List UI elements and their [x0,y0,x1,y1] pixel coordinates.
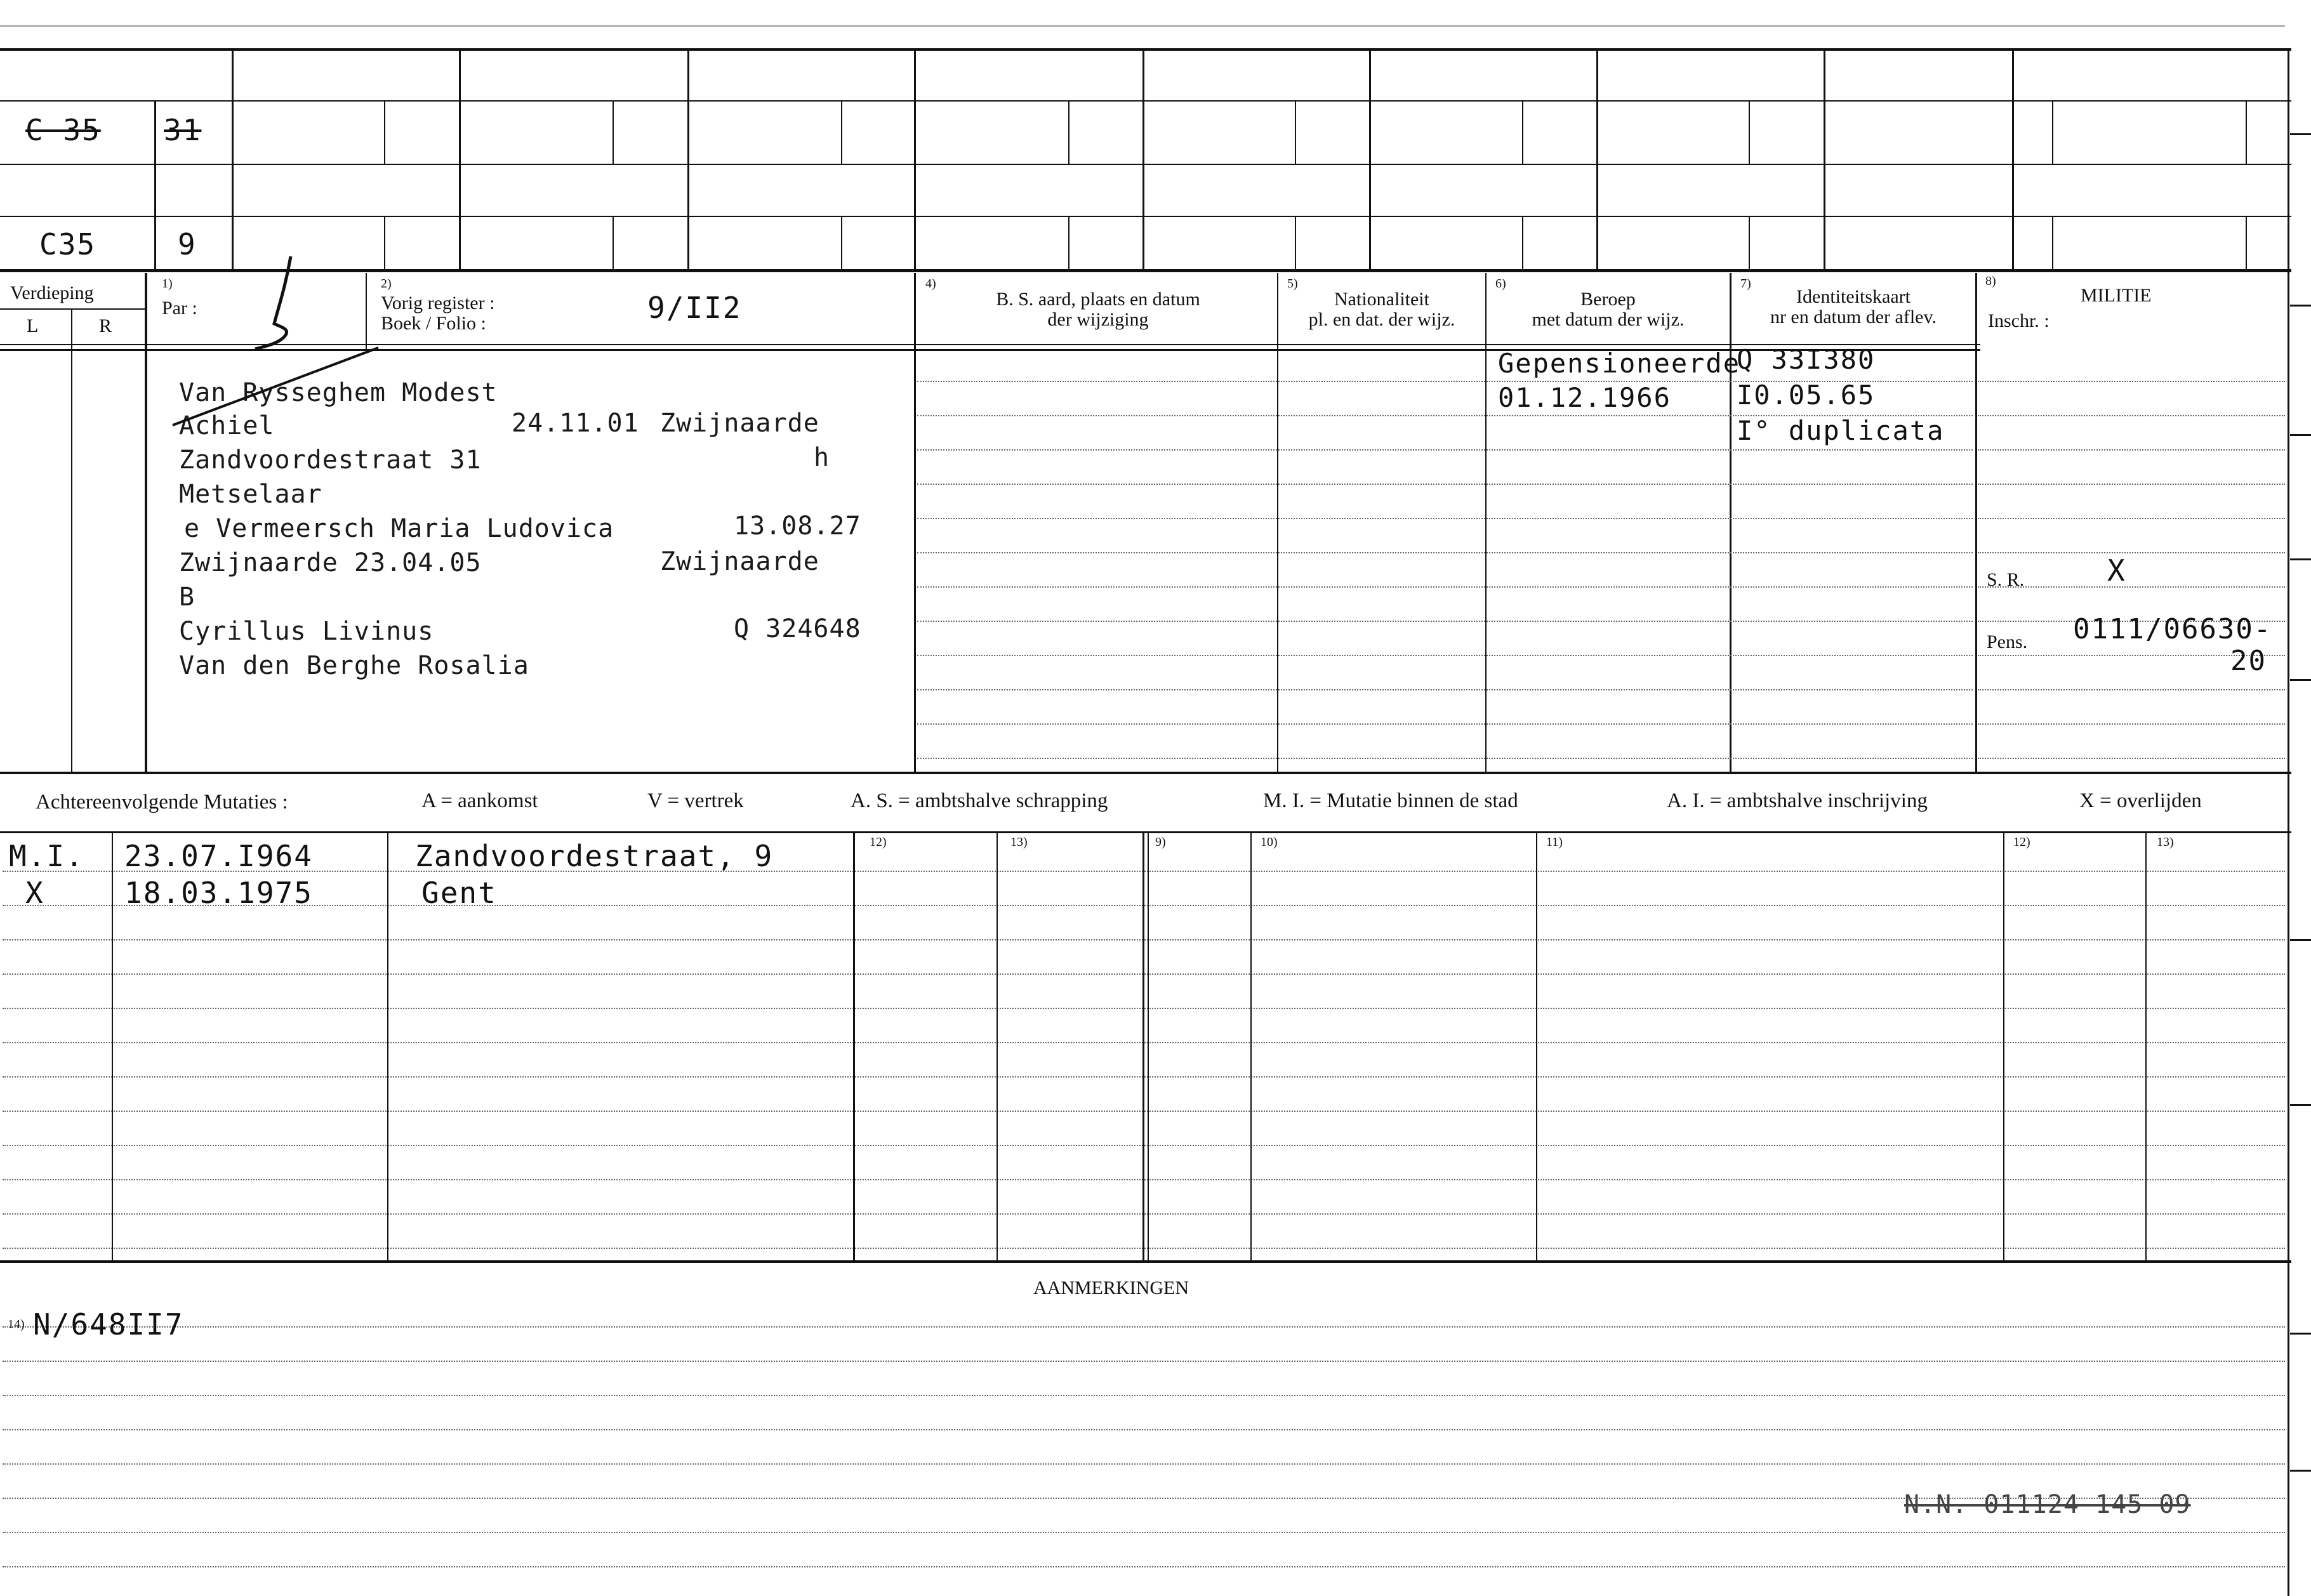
pens-value: 0111/06630- [2073,613,2272,645]
spouse-date: 13.08.27 [734,511,861,541]
ruling-line [917,655,1973,656]
pens-value-suffix: 20 [2230,645,2267,677]
identiteitskaart-label: Identiteitskaart nr en datum der aflev. [1770,286,1937,327]
id-card-number: Q 33I380 [1737,344,1876,375]
ruling-line [917,484,1973,485]
parent-father: Cyrillus Livinus [179,617,434,646]
old-number: 31 [164,113,202,147]
sr-value: X [2107,553,2126,588]
person-occupation: Metselaar [179,480,322,509]
sr-label: S. R. [1987,569,2025,590]
beroep-label: Beroep met datum der wijz. [1532,289,1685,330]
mutatie-2-address: Gent [421,876,497,910]
col-13-right: 13) [2157,835,2174,849]
pens-label: Pens. [1987,631,2028,652]
person-line-2: Achiel [179,411,275,440]
l-label: L [27,315,39,336]
bs-number: 4) [925,277,936,291]
ruling-line [917,552,1973,553]
ruling-line [3,1361,2285,1362]
strike-mark [169,330,397,432]
ruling-line [1978,415,2285,416]
footer-code: N.N. 011124 145 09 [1904,1490,2191,1519]
legend-mutatie-binnen-stad: M. I. = Mutatie binnen de stad [1263,789,1518,812]
id-card-note: I° duplicata [1737,415,1945,446]
ruling-line [917,758,1973,759]
mutatie-1-address: Zandvoordestraat, 9 [415,839,774,873]
mutatie-2-date: 18.03.1975 [124,876,313,910]
ruling-line [1978,381,2285,382]
ruling-line [1978,758,2285,759]
spouse-line: e Vermeersch Maria Ludovica [184,514,614,543]
ruling-line [917,689,1973,690]
ruling-line [917,449,1973,451]
aanmerkingen-value: N/648II7 [33,1307,184,1342]
ruling-line [3,1566,2285,1567]
par-number: 1) [162,277,173,291]
beroep-number: 6) [1495,277,1506,291]
vorig-register-value: 9/II2 [647,291,742,325]
ruling-line [3,1326,2285,1328]
mutaties-legend-title: Achtereenvolgende Mutaties : [36,791,288,814]
current-number: 9 [178,227,197,261]
nationaliteit-label: Nationaliteit pl. en dat. der wijz. [1308,289,1455,330]
ruling-line [1978,723,2285,725]
ruling-line [917,518,1973,519]
id-card-date: I0.05.65 [1737,379,1876,411]
legend-vertrek: V = vertrek [647,789,744,812]
mutatie-1-date: 23.07.I964 [124,839,313,873]
record-code: Q 324648 [734,614,861,643]
bs-label: B. S. aard, plaats en datum der wijziging [996,289,1200,330]
current-code: C35 [39,227,96,261]
marker-b: B [179,583,195,612]
marker-h: h [814,443,830,472]
boek-folio-label: Boek / Folio : [381,313,486,334]
col-12-left: 12) [870,835,887,849]
r-label: R [99,315,112,336]
spouse-birth: Zwijnaarde 23.04.05 [179,548,482,577]
aanmerkingen-title: AANMERKINGEN [1033,1277,1189,1298]
beroep-value: Gepensioneerde [1498,348,1741,379]
ruling-line [3,1532,2285,1533]
verdieping-label: Verdieping [10,282,94,303]
militie-number: 8) [1985,274,1996,288]
parent-mother: Van den Berghe Rosalia [179,651,529,680]
militie-label: MILITIE [2081,285,2152,306]
mutatie-2-type: X [25,876,44,910]
ruling-line [1978,689,2285,690]
mutatie-1-type: M.I. [9,839,84,873]
ruling-line [3,1463,2285,1465]
ruling-line [1978,518,2285,519]
nat-number: 5) [1287,277,1298,291]
ruling-line [1978,449,2285,451]
col-13-left: 13) [1010,835,1028,849]
col-12-right: 12) [2013,835,2030,849]
ruling-line [917,621,1973,622]
beroep-date: 01.12.1966 [1498,382,1671,413]
legend-ambtshalve-inschrijving: A. I. = ambtshalve inschrijving [1667,789,1928,812]
id-number: 7) [1740,277,1751,291]
spouse-birth-place: Zwijnaarde [660,547,819,576]
legend-aankomst: A = aankomst [421,789,538,812]
aanmerkingen-number: 14) [8,1317,25,1331]
person-address: Zandvoordestraat 31 [179,445,482,475]
ruling-line [1978,484,2285,485]
vorig-number: 2) [381,277,392,291]
col-9-right: 9) [1155,835,1166,849]
legend-overlijden: X = overlijden [2079,789,2202,812]
col-11-right: 11) [1546,835,1563,849]
ruling-line [3,1429,2285,1430]
ruling-line [917,723,1973,725]
ruling-line [1978,552,2285,553]
legend-ambtshalve-schrapping: A. S. = ambtshalve schrapping [851,789,1108,812]
par-label: Par : [162,298,197,319]
old-code: C 35 [25,113,101,147]
ruling-line [917,586,1973,588]
vorig-register-label: Vorig register : [381,293,495,313]
col-10-right: 10) [1261,835,1278,849]
birth-place: Zwijnaarde [660,409,819,438]
ruling-line [3,1395,2285,1396]
person-line-1: Van Rysseghem Modest [179,378,498,407]
inschr-label: Inschr. : [1988,310,2049,331]
birth-date: 24.11.01 [512,409,639,438]
